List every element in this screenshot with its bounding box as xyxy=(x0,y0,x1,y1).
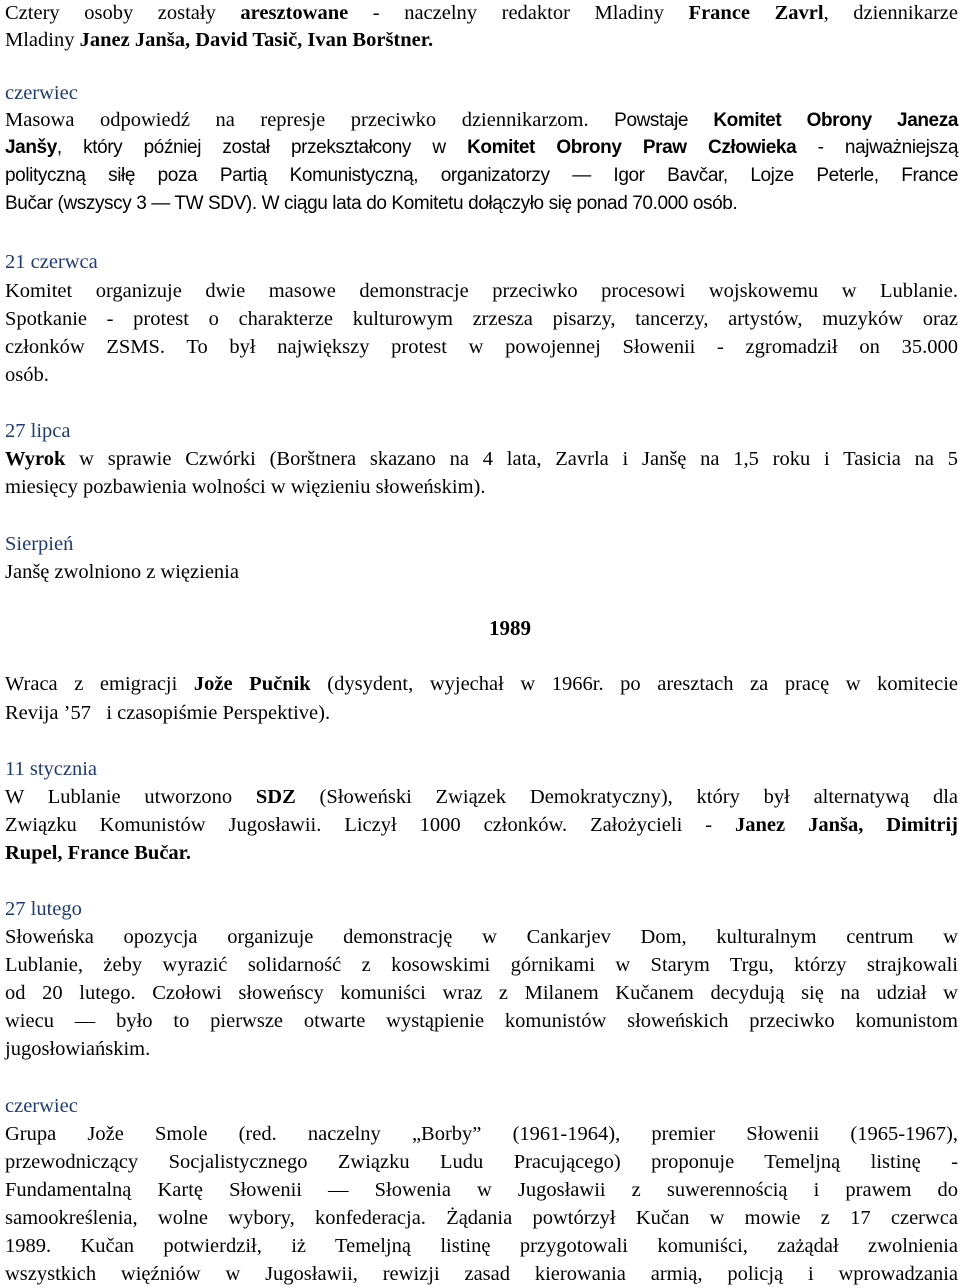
21-czerwca-text-line-2: Spotkanie - protest o charakterze kulturowym zrzesza pisarzy, tancerzy, artystów, muzyków oraz xyxy=(5,308,958,330)
section-heading-czerwiec-2: czerwiec xyxy=(5,1095,78,1117)
czerwiec-text-line-1: Masowa odpowiedź na represje przeciwko dziennikarzom. Powstaje Komitet Obrony Janeza xyxy=(5,109,958,131)
27-lipca-text-line-1: Wyrok w sprawie Czwórki (Borštnera skazano na 4 lata, Zavrla i Janšę na 1,5 roku i Tasicia na 5 xyxy=(5,448,958,470)
sierpien-text-line-1: Janšę zwolniono z więzienia xyxy=(5,561,239,583)
czerwiec-2-text-line-2: przewodniczący Socjalistycznego Związku Ludu Pracującego) proponuje Temeljną listinę - xyxy=(5,1151,958,1173)
27-lutego-text-line-1: Słoweńska opozycja organizuje demonstrację w Cankarjev Dom, kulturalnym centrum w xyxy=(5,926,958,948)
section-heading-11-stycznia: 11 stycznia xyxy=(5,758,98,780)
27-lutego-text-line-2: Lublanie, żeby wyrazić solidarność z kosowskimi górnikami w Starym Trgu, którzy strajkowali xyxy=(5,954,958,976)
27-lutego-text-line-4: wiecu ― było to pierwsze otwarte wystąpienie komunistów słoweńskich przeciwko komunistom xyxy=(5,1010,958,1032)
11-stycznia-text-line-1: W Lublanie utworzono SDZ (Słoweński Związek Demokratyczny), który był alternatywą dla xyxy=(5,786,958,808)
section-heading-27-lipca: 27 lipca xyxy=(5,420,71,442)
27-lutego-text-line-3: od 20 lutego. Czołowi słoweńscy komuniści wraz z Milanem Kučanem decydują się na udział w xyxy=(5,982,958,1004)
pucnik-text-line-2: Revija ’57 i czasopiśmie Perspektive). xyxy=(5,702,331,724)
section-heading-czerwiec: czerwiec xyxy=(5,82,78,104)
21-czerwca-text-line-4: osób. xyxy=(5,364,49,386)
czerwiec-text-line-4: Bučar (wszyscy 3 ― TW SDV). W ciągu lata do Komitetu dołączyło się ponad 70.000 osób. xyxy=(5,193,738,214)
section-heading-21-czerwca: 21 czerwca xyxy=(5,251,98,273)
czerwiec-2-text-line-4: samookreślenia, wolne wybory, konfederacja. Żądania powtórzył Kučan w mowie z 17 czerwca xyxy=(5,1207,958,1229)
czerwiec-text-line-3: polityczną siłę poza Partią Komunistyczną, organizatorzy ― Igor Bavčar, Lojze Peterle, France xyxy=(5,165,958,186)
27-lutego-text-line-5: jugosłowiańskim. xyxy=(5,1038,151,1060)
11-stycznia-text-line-2: Związku Komunistów Jugosławii. Liczył 1000 członków. Założycieli - Janez Janša, Dimitrij xyxy=(5,814,959,836)
year-heading: 1989 xyxy=(489,616,531,640)
czerwiec-2-text-line-6: wszystkich więźniów w Jugosławii, rewizji zasad kierowania armią, policją i wprowadzania xyxy=(5,1263,958,1285)
27-lipca-text-line-2: miesięcy pozbawienia wolności w więzieniu słoweńskim). xyxy=(5,476,486,498)
czerwiec-2-text-line-1: Grupa Jože Smole (red. naczelny „Borby” (1961-1964), premier Słowenii (1965-1967), xyxy=(5,1123,958,1145)
21-czerwca-text-line-3: członków ZSMS. To był największy protest w powojennej Słowenii - zgromadził on 35.000 xyxy=(5,336,958,358)
czerwiec-2-text-line-3: Fundamentalną Kartę Słowenii ― Słowenia w Jugosławii z suwerennością i prawem do xyxy=(5,1179,958,1201)
21-czerwca-text-line-1: Komitet organizuje dwie masowe demonstracje przeciwko procesowi wojskowemu w Lublanie. xyxy=(5,280,958,302)
paragraph-arrests-line-2: Mladiny Janez Janša, David Tasič, Ivan Borštner. xyxy=(5,29,434,51)
section-heading-27-lutego: 27 lutego xyxy=(5,898,82,920)
11-stycznia-text-line-3: Rupel, France Bučar. xyxy=(5,842,192,864)
pucnik-text-line-1: Wraca z emigracji Jože Pučnik (dysydent, wyjechał w 1966r. po aresztach za pracę w komitecie xyxy=(5,673,958,695)
paragraph-arrests-line-1: Cztery osoby zostały aresztowane - naczelny redaktor Mladiny France Zavrl, dziennikarze xyxy=(5,2,958,24)
section-heading-sierpien: Sierpień xyxy=(5,533,74,555)
czerwiec-2-text-line-5: 1989. Kučan potwierdził, iż Temeljną listinę przygotowali komuniści, zażądał zwolnienia xyxy=(5,1235,958,1257)
czerwiec-text-line-2: Janšy, który później został przekształcony w Komitet Obrony Praw Człowieka - najważniejszą xyxy=(5,137,958,158)
